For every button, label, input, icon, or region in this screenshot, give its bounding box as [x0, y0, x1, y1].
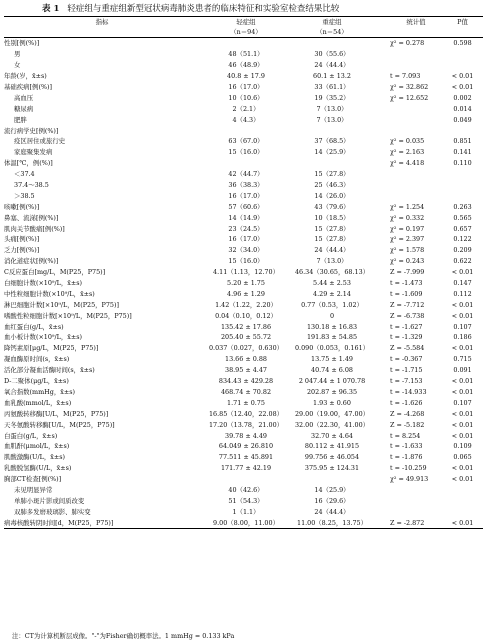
- row-stat-value: χ² = 0.197: [390, 224, 425, 233]
- row-severe-value: [292, 38, 372, 49]
- row-stat-value: χ² = 1.254: [390, 202, 425, 211]
- row-label: 血红蛋白(g/L，x̄±s): [4, 322, 64, 331]
- row-mild-value: 0.04（0.10，0.12）: [215, 311, 277, 320]
- row-mild-value: 40.8 ± 17.9: [227, 72, 265, 81]
- table-row: [4, 267, 483, 278]
- row-p-value: 0.141: [453, 148, 472, 157]
- row-severe-value: 15（27.8）: [314, 224, 350, 233]
- table-row: [4, 158, 483, 169]
- table-row: [4, 136, 483, 147]
- row-label: 血小板计数(×10⁹/L，x̄±s): [4, 333, 83, 342]
- row-p-value: < 0.01: [451, 268, 474, 277]
- row-mild-value: 2（2.1）: [232, 104, 260, 113]
- row-mild-value: 48（51.1）: [228, 50, 264, 59]
- row-stat-value: χ² = 0.035: [390, 137, 425, 146]
- table-body: [4, 38, 483, 529]
- table-row: [4, 376, 483, 387]
- header-stat: 统计值: [372, 17, 442, 28]
- row-label: C反应蛋白[mg/L，M(P25，P75)]: [4, 268, 106, 277]
- row-label: 女: [14, 61, 21, 70]
- header-row-2: [4, 27, 483, 38]
- header-p: P值: [442, 17, 483, 28]
- table-row: [4, 288, 483, 299]
- table-row: [4, 60, 483, 71]
- table-row: [4, 180, 483, 191]
- row-mild-value: 9.00（8.00，11.00）: [200, 517, 292, 528]
- row-stat-value: χ² = 49.913: [390, 475, 429, 484]
- row-p-value: [442, 125, 483, 136]
- row-severe-value: 29.00（19.00，47.00）: [294, 409, 370, 418]
- row-stat-value: Z = -5.584: [390, 344, 425, 353]
- row-mild-value: 39.78 ± 4.49: [225, 431, 267, 440]
- row-mild-value: 468.74 ± 70.82: [220, 387, 272, 396]
- row-stat-value: t = -1.626: [390, 398, 423, 407]
- row-stat-value: Z = -5.182: [390, 420, 425, 429]
- row-label: 白蛋白(g/L，x̄±s): [4, 431, 58, 440]
- row-severe-value: 1.93 ± 0.60: [313, 398, 351, 407]
- table-number: 表 1: [42, 4, 60, 14]
- row-label: 天冬氨酸转移酶[U/L，M(P25，P75)]: [4, 420, 115, 429]
- row-severe-value: 11.00（8.25，13.75）: [292, 517, 372, 528]
- row-mild-value: 36（38.3）: [228, 181, 264, 190]
- row-p-value: [442, 60, 483, 71]
- row-stat-value: Z = -4.268: [390, 409, 425, 418]
- row-severe-value: 43（79.6）: [314, 202, 350, 211]
- row-severe-value: 25（46.3）: [314, 181, 350, 190]
- row-mild-value: 4.11（1.13，12.70）: [213, 268, 279, 277]
- table-row: [4, 212, 483, 223]
- row-mild-value: 14（14.9）: [228, 213, 264, 222]
- table-row: [4, 321, 483, 332]
- row-stat-value: [372, 49, 442, 60]
- row-p-value: 0.091: [453, 366, 472, 375]
- row-stat-value: χ² = 0.278: [390, 39, 425, 48]
- row-label: 疫区居住或旅行史: [14, 137, 66, 146]
- row-p-value: < 0.01: [451, 300, 474, 309]
- row-label: 体温[℃，例(%)]: [4, 159, 53, 168]
- row-stat-value: [372, 506, 442, 517]
- row-severe-value: 202.87 ± 96.35: [306, 387, 358, 396]
- row-label: 年龄(岁，x̄±s): [4, 72, 47, 81]
- row-mild-value: 205.40 ± 55.72: [220, 333, 272, 342]
- table-row: [4, 201, 483, 212]
- row-label: ＞38.5: [14, 191, 35, 200]
- row-severe-value: 7（13.0）: [316, 104, 348, 113]
- row-p-value: < 0.01: [451, 475, 474, 484]
- row-severe-value: 7（13.0）: [316, 115, 348, 124]
- table-row: [4, 332, 483, 343]
- row-severe-value: 14（26.0）: [314, 191, 350, 200]
- table-row: [4, 506, 483, 517]
- row-label: 肌酸激酶(U/L，x̄±s): [4, 453, 65, 462]
- table-title: 轻症组与重症组新型冠状病毒肺炎患者的临床特征和实验室检查结果比较: [67, 4, 340, 14]
- table-row: [4, 441, 483, 452]
- row-mild-value: 4（4.3）: [232, 115, 260, 124]
- table-row: [4, 365, 483, 376]
- row-stat-value: χ² = 12.652: [390, 93, 429, 102]
- table-row: [4, 49, 483, 60]
- row-p-value: 0.565: [453, 213, 472, 222]
- row-label: 双肺多发磨玻璃影、肺实变: [14, 507, 91, 516]
- row-p-value: 0.112: [453, 289, 472, 298]
- row-stat-value: [372, 60, 442, 71]
- row-stat-value: t = -14.933: [390, 387, 427, 396]
- row-mild-value: 16（17.0）: [228, 191, 264, 200]
- row-label: 男: [14, 50, 21, 59]
- row-severe-value: 19（35.2）: [314, 93, 350, 102]
- row-stat-value: [372, 125, 442, 136]
- data-table: [4, 16, 483, 529]
- table-row: [4, 103, 483, 114]
- row-stat-value: t = -1.627: [390, 322, 423, 331]
- row-p-value: < 0.01: [451, 409, 474, 418]
- row-label: 咳嗽[例(%)]: [4, 202, 40, 211]
- row-p-value: 0.851: [453, 137, 472, 146]
- row-label: 基础疾病[例(%)]: [4, 83, 52, 91]
- row-p-value: 0.065: [453, 453, 472, 462]
- header-mild-n: （n＝94）: [200, 27, 292, 38]
- row-severe-value: 30（55.6）: [314, 50, 350, 59]
- table-row: [4, 343, 483, 354]
- row-p-value: < 0.01: [451, 83, 474, 91]
- row-stat-value: χ² = 0.243: [390, 257, 425, 266]
- row-p-value: 0.122: [453, 235, 472, 244]
- row-severe-value: 14（25.9）: [314, 148, 350, 157]
- row-stat-value: t = -1.876: [390, 453, 423, 462]
- table-row: [4, 495, 483, 506]
- row-label: 乏力[例(%)]: [4, 246, 40, 255]
- table-row: [4, 71, 483, 82]
- row-p-value: 0.014: [453, 104, 472, 113]
- table-row: [4, 517, 483, 528]
- row-mild-value: 38.95 ± 4.47: [225, 366, 267, 375]
- row-p-value: [442, 169, 483, 180]
- table-row: [4, 245, 483, 256]
- row-p-value: < 0.01: [451, 311, 474, 320]
- row-stat-value: t = -1.715: [390, 366, 423, 375]
- table-caption: [0, 2, 487, 16]
- row-stat-value: Z = -6.738: [390, 311, 425, 320]
- row-p-value: < 0.01: [451, 431, 474, 440]
- row-mild-value: 4.96 ± 1.29: [227, 289, 265, 298]
- row-mild-value: 46（48.9）: [228, 61, 264, 70]
- table-footnote: 注：CT为计算机断层成像。"-"为Fisher确切概率法。1 mmHg = 0.133 kPa: [12, 632, 235, 640]
- row-mild-value: 63（67.0）: [228, 137, 264, 146]
- header-severe-n: （n＝54）: [292, 27, 372, 38]
- row-severe-value: 24（44.4）: [314, 61, 350, 70]
- row-severe-value: 7（13.0）: [316, 257, 348, 266]
- table-row: [4, 125, 483, 136]
- row-label: 血乳酸(mmol/L，x̄±s): [4, 398, 72, 407]
- row-label: D-二聚体(μg/L，x̄±s): [4, 377, 69, 386]
- row-p-value: 0.622: [453, 257, 472, 266]
- row-stat-value: [372, 169, 442, 180]
- row-stat-value: t = -1.329: [390, 333, 423, 342]
- row-p-value: 0.598: [453, 39, 472, 48]
- row-mild-value: 13.66 ± 0.88: [225, 355, 267, 364]
- row-mild-value: 17.20（13.78，21.00）: [208, 420, 284, 429]
- row-label: 肥胖: [14, 115, 27, 124]
- row-p-value: 0.657: [453, 224, 472, 233]
- row-p-value: 0.002: [453, 93, 472, 102]
- row-severe-value: 33（61.1）: [314, 83, 350, 91]
- row-severe-value: [292, 125, 372, 136]
- row-mild-value: 135.42 ± 17.86: [220, 322, 272, 331]
- row-mild-value: 15（16.0）: [228, 257, 264, 266]
- row-mild-value: 23（24.5）: [228, 224, 264, 233]
- row-severe-value: 46.34（30.65，68.13）: [294, 268, 370, 277]
- row-stat-value: χ² = 4.418: [390, 159, 425, 168]
- table-row: [4, 92, 483, 103]
- row-stat-value: t = -10.259: [390, 464, 427, 473]
- row-label: 嗜酸性粒细胞计数[×10⁹/L，M(P25，P75)]: [4, 311, 132, 320]
- row-stat-value: [372, 180, 442, 191]
- row-label: 37.4～38.5: [14, 181, 49, 190]
- row-mild-value: 171.77 ± 42.19: [220, 464, 272, 473]
- row-label: 家庭聚集发病: [14, 148, 53, 157]
- row-p-value: 0.186: [453, 333, 472, 342]
- row-severe-value: 24（44.4）: [314, 507, 350, 516]
- table-row: [4, 310, 483, 321]
- row-stat-value: Z = -2.872: [372, 517, 442, 528]
- row-p-value: 0.147: [453, 279, 472, 288]
- row-p-value: < 0.01: [451, 387, 474, 396]
- row-label: 乳酸脱氢酶(U/L，x̄±s): [4, 464, 72, 473]
- row-severe-value: 0.77（0.53，1.02）: [301, 300, 363, 309]
- table-row: [4, 430, 483, 441]
- row-severe-value: 37（68.5）: [314, 137, 350, 146]
- row-severe-value: 32.00（22.30，41.00）: [294, 420, 370, 429]
- row-severe-value: 130.18 ± 16.83: [306, 322, 358, 331]
- row-label: 流行病学史[例(%)]: [4, 126, 59, 135]
- table-row: [4, 114, 483, 125]
- row-severe-value: 4.29 ± 2.14: [313, 289, 351, 298]
- row-label: 肌肉关节酸痛[例(%)]: [4, 224, 65, 233]
- row-severe-value: 15（27.8）: [314, 170, 350, 179]
- row-stat-value: Z = -7.712: [390, 300, 425, 309]
- row-label: 未见明显异常: [14, 485, 53, 494]
- row-p-value: 0.107: [453, 398, 472, 407]
- row-severe-value: 24（44.4）: [314, 246, 350, 255]
- row-severe-value: 10（18.5）: [314, 213, 350, 222]
- table-row: [4, 190, 483, 201]
- row-stat-value: t = -1.633: [390, 442, 423, 451]
- row-p-value: [442, 180, 483, 191]
- row-label: 凝血酶原时间(s，x̄±s): [4, 355, 70, 364]
- row-p-value: 0.107: [453, 322, 472, 331]
- row-stat-value: χ² = 2.397: [390, 235, 425, 244]
- table-row: [4, 234, 483, 245]
- table-row: [4, 278, 483, 289]
- row-p-value: < 0.01: [442, 517, 483, 528]
- row-p-value: < 0.01: [451, 344, 474, 353]
- header-mild: 轻症组: [200, 17, 292, 28]
- row-p-value: 0.209: [453, 246, 472, 255]
- row-label: 活化部分凝血活酶时间(s，x̄±s): [4, 366, 95, 375]
- table-row: [4, 419, 483, 430]
- row-p-value: < 0.01: [451, 464, 474, 473]
- row-mild-value: 1.42（1.22，2.20）: [215, 300, 277, 309]
- row-severe-value: 5.44 ± 2.53: [313, 279, 351, 288]
- row-mild-value: [200, 125, 292, 136]
- row-stat-value: t = 8.254: [390, 431, 421, 440]
- row-severe-value: 16（29.6）: [314, 496, 350, 505]
- row-stat-value: t = -7.153: [390, 377, 423, 386]
- table-row: [4, 397, 483, 408]
- row-label: 中性粒细胞计数(×10⁹/L，x̄±s): [4, 289, 95, 298]
- row-mild-value: 51（54.3）: [228, 496, 264, 505]
- row-label: 鼻塞、流涕[例(%)]: [4, 213, 59, 222]
- row-mild-value: [200, 158, 292, 169]
- table-row: [4, 256, 483, 267]
- row-mild-value: [200, 474, 292, 485]
- table-row: [4, 463, 483, 474]
- table-row: [4, 387, 483, 398]
- row-stat-value: t = -1.473: [390, 279, 423, 288]
- row-label: 胸部CT检查[例(%)]: [4, 475, 62, 484]
- table-row: [4, 82, 483, 93]
- row-stat-value: χ² = 32.862: [390, 83, 429, 91]
- row-p-value: [442, 49, 483, 60]
- row-mild-value: 834.43 ± 429.28: [218, 377, 274, 386]
- header-indicator: 指标: [4, 17, 200, 28]
- row-stat-value: χ² = 2.163: [390, 148, 425, 157]
- row-mild-value: 5.20 ± 1.75: [227, 279, 265, 288]
- row-mild-value: 0.037（0.027，0.630）: [208, 344, 284, 353]
- row-label: 丙氨酸转移酶[U/L，M(P25，P75)]: [4, 409, 109, 418]
- row-p-value: 0.110: [453, 159, 472, 168]
- row-mild-value: 64.049 ± 26.810: [218, 442, 274, 451]
- row-mild-value: 42（44.7）: [228, 170, 264, 179]
- row-mild-value: 1.71 ± 0.75: [227, 398, 265, 407]
- row-severe-value: 32.70 ± 4.64: [311, 431, 353, 440]
- row-label: 糖尿病: [14, 104, 34, 113]
- row-label: 头痛[例(%)]: [4, 235, 40, 244]
- table-row: [4, 408, 483, 419]
- row-p-value: [442, 506, 483, 517]
- row-stat-value: [372, 190, 442, 201]
- row-stat-value: [372, 485, 442, 496]
- row-label: ＜37.4: [14, 170, 35, 179]
- row-severe-value: 0: [329, 311, 335, 320]
- row-severe-value: 191.83 ± 54.85: [306, 333, 358, 342]
- table-row: [4, 354, 483, 365]
- row-severe-value: 99.756 ± 46.054: [304, 453, 360, 462]
- row-mild-value: 1（1.1）: [232, 507, 260, 516]
- row-stat-value: [372, 103, 442, 114]
- row-label: 氧合指数(mmHg，x̄±s): [4, 387, 75, 396]
- row-severe-value: [292, 474, 372, 485]
- row-severe-value: 14（25.9）: [314, 485, 350, 494]
- table-row: [4, 299, 483, 310]
- row-mild-value: 77.511 ± 45.891: [218, 453, 274, 462]
- row-stat-value: χ² = 1.578: [390, 246, 425, 255]
- row-stat-value: Z = -7.999: [390, 268, 425, 277]
- row-stat-value: t = 7.093: [390, 72, 421, 81]
- row-mild-value: 57（60.6）: [228, 202, 264, 211]
- row-mild-value: 10（10.6）: [228, 93, 264, 102]
- table-row: [4, 474, 483, 485]
- row-label: 淋巴细胞计数[×10⁹/L，M(P25，P75)]: [4, 300, 119, 309]
- row-p-value: [442, 495, 483, 506]
- table-row: [4, 169, 483, 180]
- table-row: [4, 223, 483, 234]
- row-label: 高血压: [14, 93, 34, 102]
- row-stat-value: t = -0.367: [390, 355, 423, 364]
- header-row-1: [4, 17, 483, 28]
- row-p-value: 0.263: [453, 202, 472, 211]
- row-severe-value: 375.95 ± 124.31: [304, 464, 360, 473]
- row-stat-value: [372, 495, 442, 506]
- row-severe-value: 2 047.44 ± 1 070.78: [298, 377, 366, 386]
- row-p-value: [442, 190, 483, 201]
- row-label: 消化道症状[例(%)]: [4, 257, 59, 266]
- row-label: 血肌酐(μmol/L，x̄±s): [4, 442, 70, 451]
- row-severe-value: 60.1 ± 13.2: [313, 72, 351, 81]
- header-severe: 重症组: [292, 17, 372, 28]
- row-label: 降钙素原[μg/L，M(P25，P75)]: [4, 344, 99, 353]
- row-severe-value: [292, 158, 372, 169]
- table-row: [4, 38, 483, 49]
- row-severe-value: 13.75 ± 1.49: [311, 355, 353, 364]
- row-label: 病毒核酸转阴时间[d，M(P25，P75)]: [4, 517, 200, 528]
- row-p-value: 0.109: [453, 442, 472, 451]
- row-p-value: 0.049: [453, 115, 472, 124]
- row-p-value: 0.715: [453, 355, 472, 364]
- row-label: 单肺小斑片影或间质改变: [14, 496, 85, 505]
- row-label: 白细胞计数(×10⁹/L，x̄±s): [4, 279, 83, 288]
- row-severe-value: 0.090（0.053，0.161）: [294, 344, 370, 353]
- row-label: 性别[例(%)]: [4, 39, 40, 48]
- row-severe-value: 15（27.8）: [314, 235, 350, 244]
- row-p-value: [442, 485, 483, 496]
- row-mild-value: 16（17.0）: [228, 235, 264, 244]
- row-p-value: < 0.01: [451, 72, 474, 81]
- row-severe-value: 80.112 ± 41.915: [304, 442, 360, 451]
- row-severe-value: 40.74 ± 6.08: [311, 366, 353, 375]
- row-mild-value: 16.85（12.40，22.08）: [208, 409, 284, 418]
- row-mild-value: 15（16.0）: [228, 148, 264, 157]
- row-stat-value: t = -1.609: [390, 289, 423, 298]
- row-mild-value: 32（34.0）: [228, 246, 264, 255]
- row-mild-value: 40（42.6）: [228, 485, 264, 494]
- row-mild-value: 16（17.0）: [228, 83, 264, 91]
- row-p-value: < 0.01: [451, 420, 474, 429]
- table-row: [4, 147, 483, 158]
- table-row: [4, 452, 483, 463]
- table-row: [4, 485, 483, 496]
- row-stat-value: [372, 114, 442, 125]
- row-p-value: < 0.01: [451, 377, 474, 386]
- row-mild-value: [200, 38, 292, 49]
- row-stat-value: χ² = 0.332: [390, 213, 425, 222]
